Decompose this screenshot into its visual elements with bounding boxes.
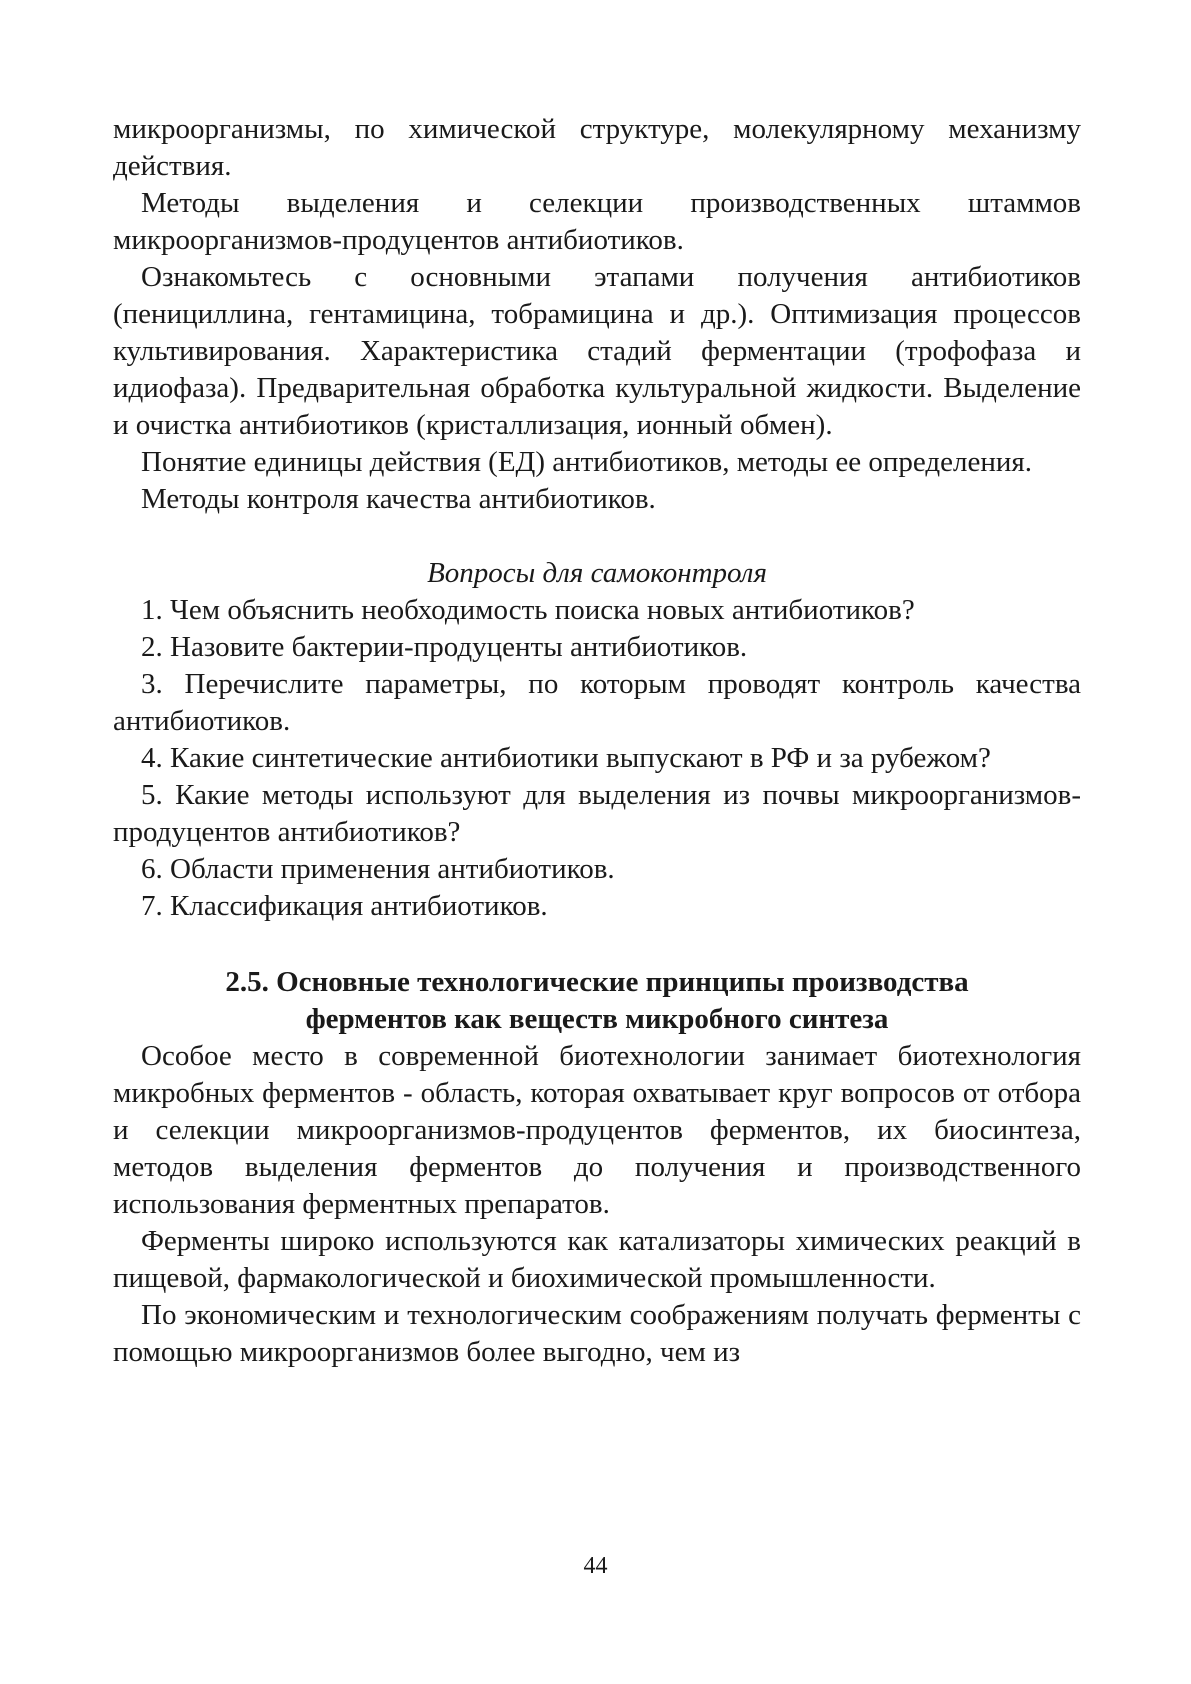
paragraph-quality-control: Методы контроля качества антибиотиков.: [141, 483, 656, 515]
section-heading-line-1: 2.5. Основные технологические принципы производства: [225, 966, 969, 998]
section-heading-line-2: ферментов как веществ микробного синтеза: [305, 1003, 889, 1035]
questions-list: [113, 592, 1081, 925]
paragraph-continued: микроорганизмы, по химической структуре, молекулярному механизму действия.: [113, 113, 1081, 182]
question-item: 3. Перечислите параметры, по которым проводят контроль качества антибиотиков.: [113, 668, 1081, 737]
paragraph-enzyme-biotech: Особое место в современной биотехнологии занимает биотехнология микробных ферментов - область, которая охватывает круг вопросов от отбора и селекции микроорганизмов-продуцентов ферментов, их биосинтеза, методов выделения ферментов до получения и производственного использования ферментных препаратов.: [113, 1040, 1081, 1220]
paragraph-enzyme-economics: По экономическим и технологическим соображениям получать ферменты с помощью микроорганизмов более выгодно, чем из: [113, 1299, 1081, 1368]
page-number: 44: [583, 1553, 608, 1579]
question-item: 2. Назовите бактерии-продуценты антибиотиков.: [141, 631, 748, 663]
question-item: 6. Области применения антибиотиков.: [141, 853, 615, 885]
question-item: 1. Чем объяснить необходимость поиска новых антибиотиков?: [141, 594, 915, 626]
document-page: [113, 111, 1081, 1371]
question-item: 5. Какие методы используют для выделения из почвы микроорганизмов-продуцентов антибиотиков?: [113, 779, 1081, 848]
paragraph-selection-methods: Методы выделения и селекции производственных штаммов микроорганизмов-продуцентов антибиотиков.: [113, 187, 1081, 256]
questions-heading: Вопросы для самоконтроля: [427, 557, 767, 589]
section-heading: [113, 964, 1081, 1038]
paragraph-enzyme-catalysts: Ферменты широко используются как катализаторы химических реакций в пищевой, фармакологической и биохимической промышленности.: [113, 1225, 1081, 1294]
question-item: 7. Классификация антибиотиков.: [141, 890, 548, 922]
paragraph-action-unit: Понятие единицы действия (ЕД) антибиотиков, методы ее определения.: [141, 446, 1032, 478]
paragraph-production-stages: Ознакомьтесь с основными этапами получения антибиотиков (пенициллина, гентамицина, тобрамицина и др.). Оптимизация процессов культивирования. Характеристика стадий ферментации (трофофаза и идиофаза). Предварительная обработка культуральной жидкости. Выделение и очистка антибиотиков (кристаллизация, ионный обмен).: [113, 261, 1081, 441]
question-item: 4. Какие синтетические антибиотики выпускают в РФ и за рубежом?: [141, 742, 991, 774]
